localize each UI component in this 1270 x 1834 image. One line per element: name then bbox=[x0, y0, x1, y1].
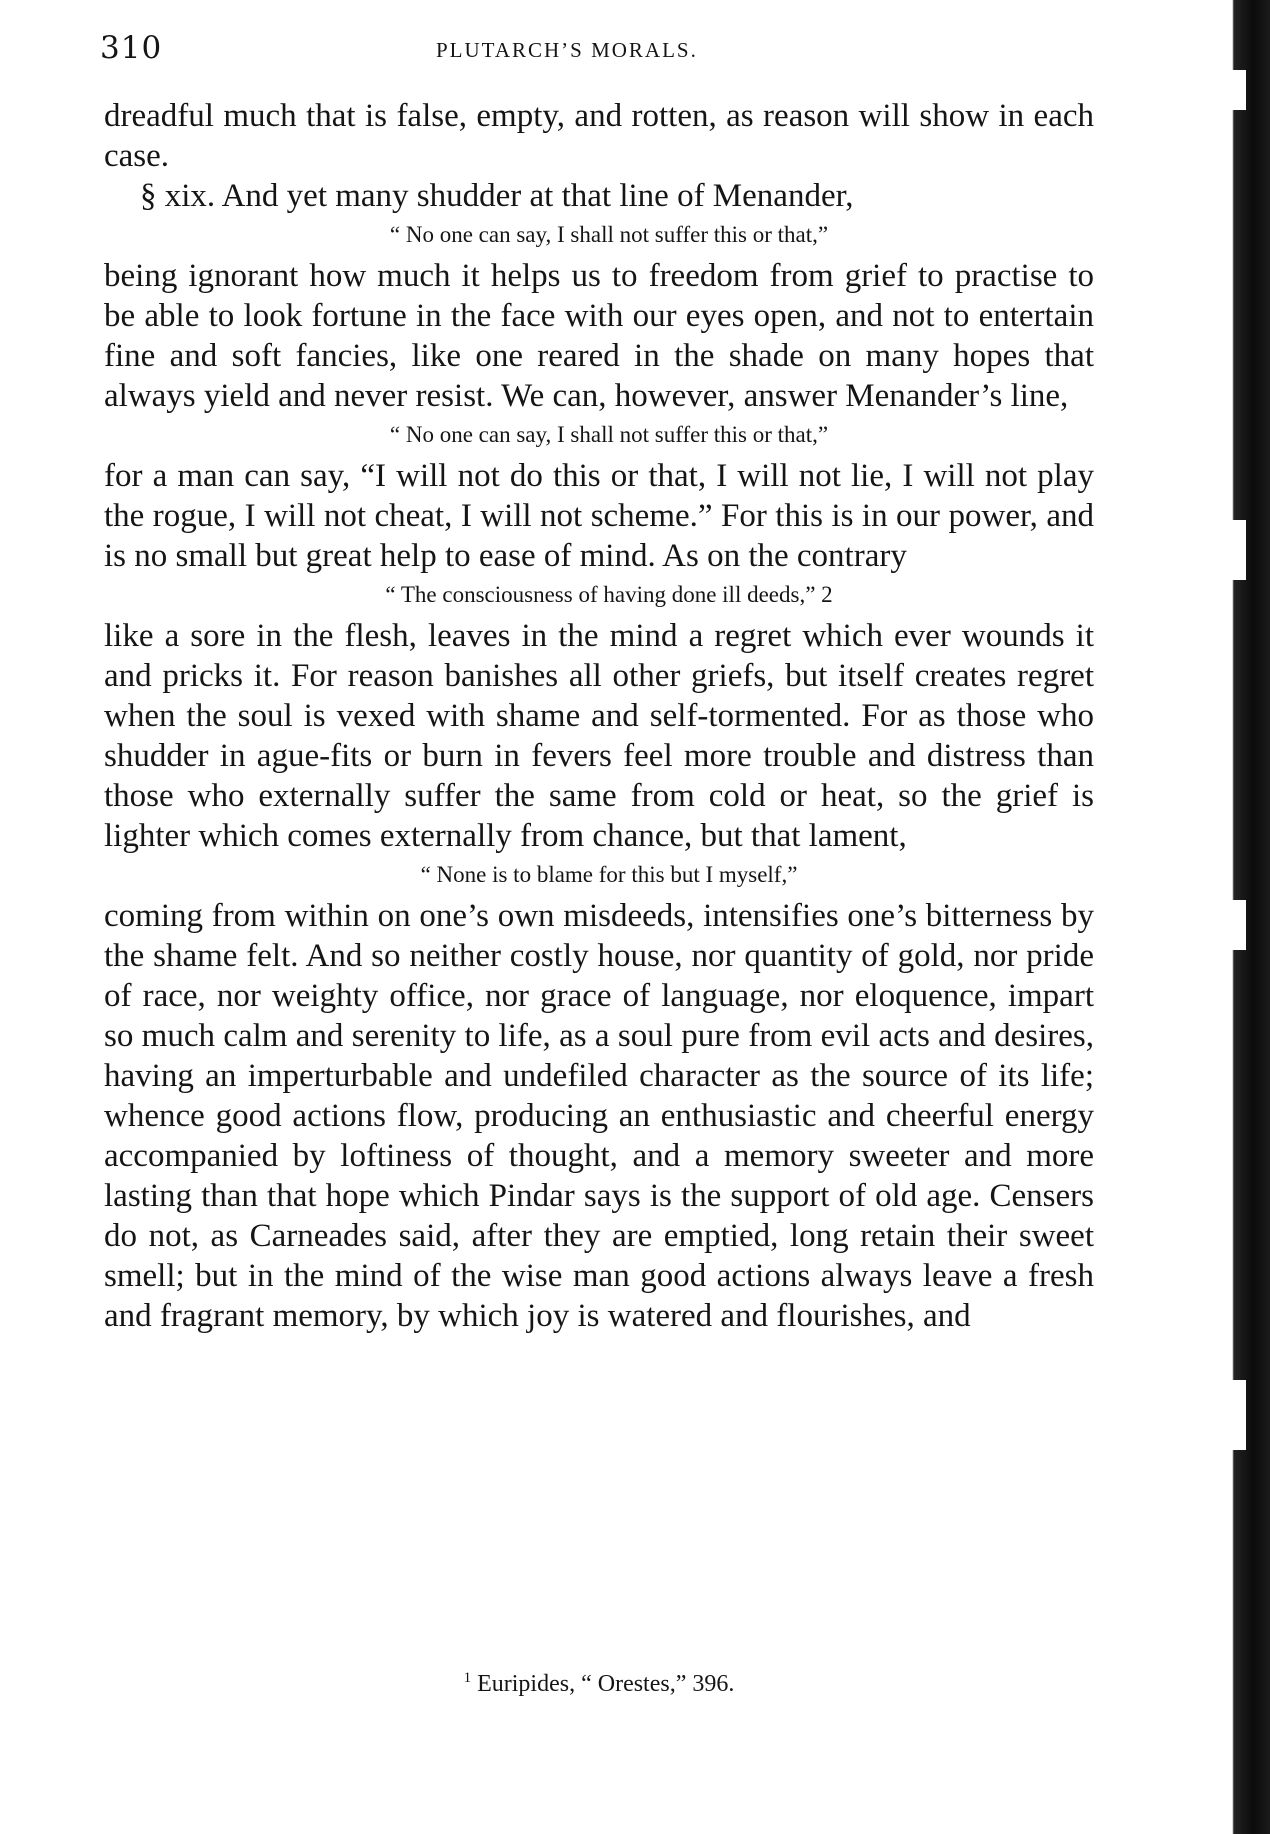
section-heading-paragraph: § xix. And yet many shudder at that line of Menander, bbox=[140, 178, 854, 214]
paragraph: coming from within on one’s own misdeeds, intensifies one’s bitterness by the shame felt. And so neither costly house, nor quantity of gold, nor pride of race, nor weighty office, nor grace of language, nor eloquence, impart so much calm and serenity to life, as a soul pure from evil acts and desires, having an imperturbable and undefiled character as the source of its life; whence good actions flow, producing an enthusiastic and cheerful energy accompanied by loftiness of thought, and a memory sweeter and more lasting than that hope which Pindar says is the support of old age. Censers do not, as Carneades said, after they are emptied, long retain their sweet smell; but in the mind of the wise man good actions always leave a fresh and fragrant memory, by which joy is watered and flourishes, and bbox=[104, 898, 1094, 1334]
page-number: 310 bbox=[100, 30, 163, 66]
page-edge-shadow bbox=[1228, 0, 1270, 1834]
paragraph: dreadful much that is false, empty, and rotten, as reason will show in each case. bbox=[104, 98, 1094, 174]
running-head bbox=[100, 30, 1096, 80]
verse-quote: “ No one can say, I shall not suffer this or that,” bbox=[389, 222, 829, 247]
footnote-mark: 1 bbox=[463, 1670, 472, 1686]
footnote bbox=[104, 1670, 1094, 1698]
paragraph: like a sore in the flesh, leaves in the mind a regret which ever wounds it and pricks it. For reason banishes all other griefs, but itself creates regret when the soul is vexed with shame and self-tormented. For as those who shudder in ague-fits or burn in fevers feel more trouble and distress than those who externally suffer the same from cold or heat, so the grief is lighter which comes externally from chance, but that lament, bbox=[104, 618, 1094, 854]
body-text bbox=[104, 96, 1094, 1336]
verse-quote: “ No one can say, I shall not suffer this or that,” bbox=[389, 422, 829, 447]
paragraph: for a man can say, “I will not do this or that, I will not lie, I will not play the rogue, I will not cheat, I will not scheme.” For this is in our power, and is no small but great help to ease of mind. As on the contrary bbox=[104, 458, 1094, 574]
verse-quote: “ The consciousness of having done ill deeds,” 2 bbox=[385, 582, 833, 607]
running-title: PLUTARCH’S MORALS. bbox=[436, 38, 698, 62]
footnote-text: Euripides, “ Orestes,” 396. bbox=[477, 1671, 735, 1697]
verse-quote: “ None is to blame for this but I myself,” bbox=[420, 862, 798, 887]
paragraph: being ignorant how much it helps us to freedom from grief to practise to be able to look fortune in the face with our eyes open, and not to entertain fine and soft fancies, like one reared in the shade on many hopes that always yield and never resist. We can, however, answer Menander’s line, bbox=[104, 258, 1094, 414]
